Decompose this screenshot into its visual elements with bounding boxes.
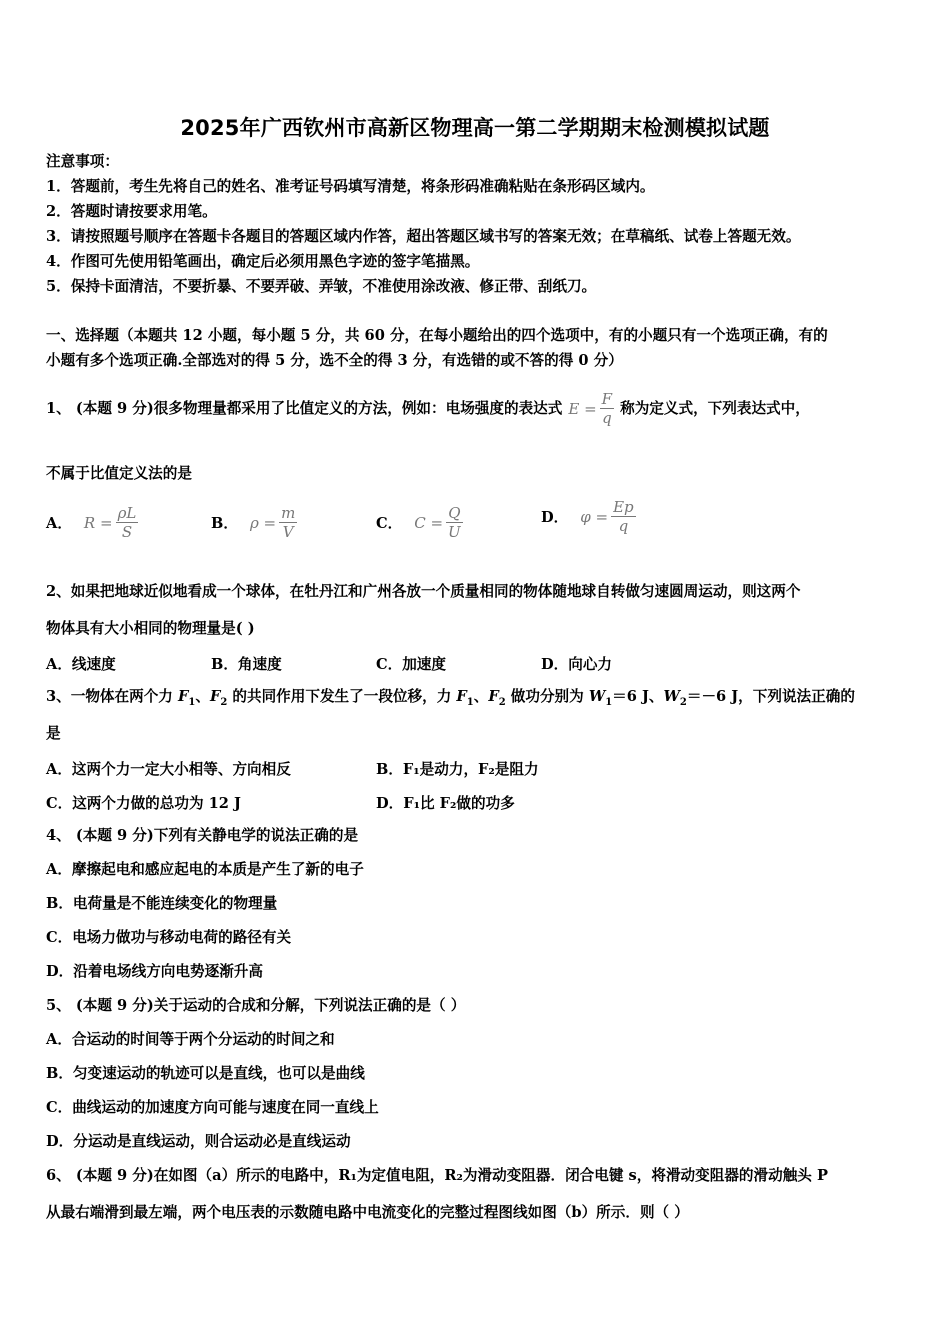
formula-lhs: R = (83, 513, 113, 532)
formula-denominator: S (121, 523, 133, 541)
question-6-stem: 6、 (本题 9 分)在如图（a）所示的电路中，R₁为定值电阻，R₂为滑动变阻器．闭合电键 s，将滑动变阻器的滑动触头 P (46, 1167, 828, 1184)
notice-item: 2．答题时请按要求用笔。 (46, 203, 217, 220)
question-1-stem (46, 390, 810, 427)
formula-numerator: Ep (613, 498, 634, 516)
formula-lhs: φ = (580, 507, 609, 526)
section-heading: 一、选择题（本题共 12 小题，每小题 5 分，共 60 分，在每小题给出的四个选项中，有的小题只有一个选项正确，有的 (46, 327, 828, 344)
q4-option-b: B．电荷量是不能连续变化的物理量 (46, 895, 278, 912)
formula-e-field (568, 390, 614, 427)
formula-fraction (611, 498, 636, 535)
q1-option-c (376, 504, 463, 541)
question-1-line2: 不属于比值定义法的是 (46, 465, 192, 482)
formula-fraction (600, 390, 614, 427)
question-6-stem-cont: 从最右端滑到最左端，两个电压表的示数随电路中电流变化的完整过程图线如图（b）所示．则（ ） (46, 1204, 689, 1221)
q2-option-c: C．加速度 (376, 656, 446, 673)
question-2-stem-cont: 物体具有大小相同的物理量是( ) (46, 620, 255, 637)
formula-fraction (279, 504, 297, 541)
q4-option-a: A．摩擦起电和感应起电的本质是产生了新的电子 (46, 861, 364, 878)
option-label: A． (46, 515, 72, 532)
q3-option-b: B．F₁是动力，F₂是阻力 (376, 761, 539, 778)
section-heading-cont: 小题有多个选项正确.全部选对的得 5 分，选不全的得 3 分，有选错的或不答的得 0 分） (46, 352, 623, 369)
option-label: C． (376, 515, 403, 532)
question-3-stem-cont: 是 (46, 725, 61, 742)
q3-option-d: D．F₁比 F₂做的功多 (376, 795, 515, 812)
q2-option-b: B．角速度 (211, 656, 282, 673)
notice-item: 3．请按照题号顺序在答题卡各题目的答题区域内作答，超出答题区域书写的答案无效；在草稿纸、试卷上答题无效。 (46, 228, 801, 245)
notice-item: 5．保持卡面清洁，不要折暴、不要弄破、弄皱，不准使用涂改液、修正带、刮纸刀。 (46, 278, 597, 295)
q3-text: 的共同作用下发生了一段位移，力 (227, 688, 457, 705)
option-formula (250, 504, 297, 541)
option-formula (414, 504, 462, 541)
formula-denominator: V (282, 523, 294, 541)
q3-text: 3、一物体在两个力 (46, 688, 178, 705)
notice-item: 1．答题前，考生先将自己的姓名、准考证号码填写清楚，将条形码准确粘贴在条形码区域内。 (46, 178, 655, 195)
option-label: D． (541, 509, 569, 526)
option-formula (580, 498, 635, 535)
formula-numerator: F (601, 390, 613, 408)
formula-lhs: E = (568, 399, 597, 418)
question-5-stem: 5、 (本题 9 分)关于运动的合成和分解，下列说法正确的是（ ） (46, 997, 466, 1014)
q3-text: 做功分别为 (505, 688, 589, 705)
question-1-text-cont: 称为定义式，下列表达式中， (620, 399, 810, 417)
option-label: B． (211, 515, 238, 532)
q3-option-a: A．这两个力一定大小相等、方向相反 (46, 761, 291, 778)
question-4-stem: 4、 (本题 9 分)下列有关静电学的说法正确的是 (46, 827, 359, 844)
q4-option-d: D．沿着电场线方向电势逐渐升高 (46, 963, 263, 980)
question-3-stem: 3、一物体在两个力 $F_1$、$F_2$ 的共同作用下发生了一段位移，力 $F_1$、$F_2$ 做功分别为 $W_1=6$ J、$W_2=-6$ J，下列说法正确的 (46, 688, 855, 708)
formula-denominator: q (618, 517, 629, 535)
notice-item: 4．作图可先使用铅笔画出，确定后必须用黑色字迹的签字笔描黑。 (46, 253, 480, 270)
question-1-text: 1、 (本题 9 分)很多物理量都采用了比值定义的方法，例如：电场强度的表达式 (46, 399, 563, 417)
q3-text: ＝－6 J，下列说法正确的 (686, 688, 855, 705)
q5-option-c: C．曲线运动的加速度方向可能与速度在同一直线上 (46, 1099, 379, 1116)
notice-heading: 注意事项： (46, 153, 119, 170)
q2-option-a: A．线速度 (46, 656, 116, 673)
formula-denominator: U (448, 523, 461, 541)
formula-denominator: q (602, 409, 612, 427)
q3-text: ＝6 J、 (612, 688, 664, 705)
q1-option-a (46, 504, 138, 541)
formula-lhs: ρ = (249, 513, 277, 532)
q1-option-b (211, 504, 297, 541)
formula-fraction (446, 504, 463, 541)
formula-numerator: Q (448, 504, 461, 522)
option-formula (84, 504, 138, 541)
q5-option-d: D．分运动是直线运动，则合运动必是直线运动 (46, 1133, 351, 1150)
q5-option-b: B．匀变速运动的轨迹可以是直线，也可以是曲线 (46, 1065, 365, 1082)
q1-option-d (541, 498, 636, 535)
q3-option-c: C．这两个力做的总功为 12 J (46, 795, 241, 812)
q4-option-c: C．电场力做功与移动电荷的路径有关 (46, 929, 292, 946)
formula-lhs: C = (414, 513, 444, 532)
formula-numerator: ρL (117, 504, 137, 522)
formula-numerator: m (281, 504, 296, 522)
question-2-stem: 2、如果把地球近似地看成一个球体，在牡丹江和广州各放一个质量相同的物体随地球自转做匀速圆周运动，则这两个 (46, 583, 801, 600)
page-title: 2025年广西钦州市高新区物理高一第二学期期末检测模拟试题 (180, 116, 770, 140)
formula-fraction (116, 504, 139, 541)
q2-option-d: D．向心力 (541, 656, 613, 673)
q5-option-a: A．合运动的时间等于两个分运动的时间之和 (46, 1031, 335, 1048)
